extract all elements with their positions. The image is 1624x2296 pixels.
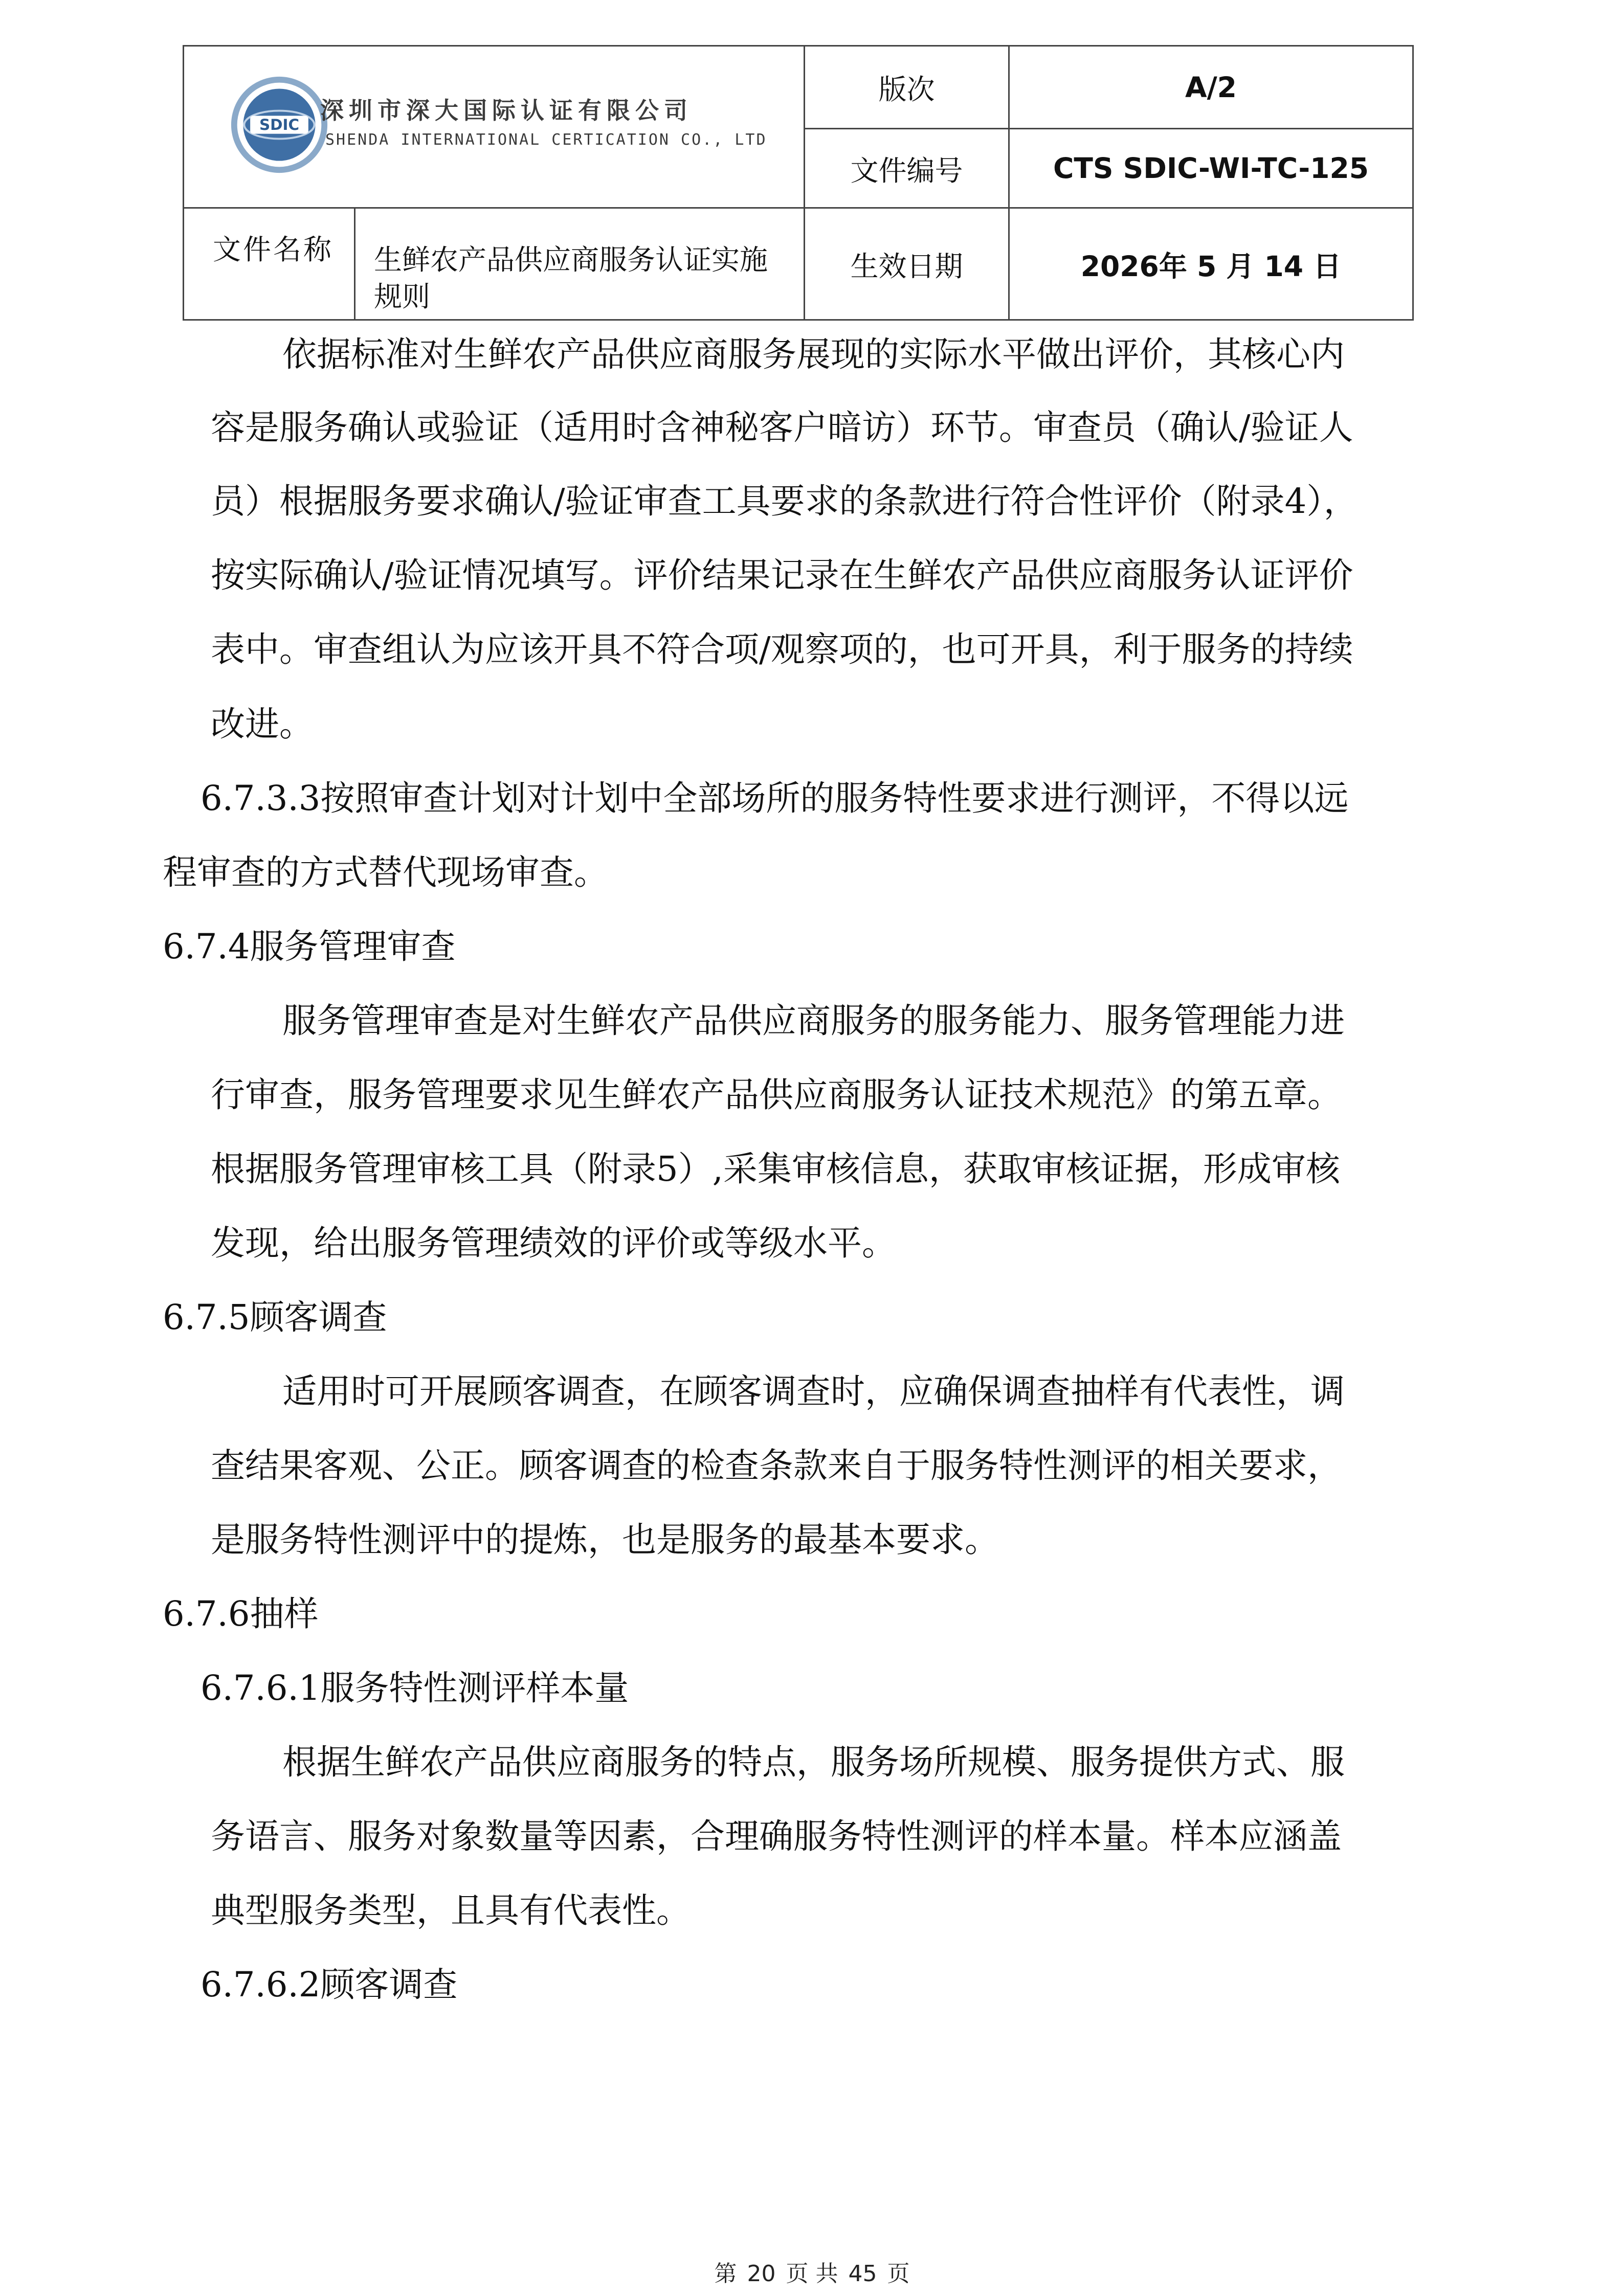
- doc-no-value: CTS SDIC-WI-TC-125: [1009, 129, 1413, 208]
- paragraph-line: 改进。: [211, 704, 314, 744]
- paragraph-line: 查结果客观、公正。顾客调查的检查条款来自于服务特性测评的相关要求，: [211, 1446, 1342, 1485]
- effective-date-label: 生效日期: [805, 208, 1009, 320]
- paragraph-line: 6.7.3.3按照审查计划对计划中全部场所的服务特性要求进行测评，不得以远: [201, 778, 1349, 818]
- version-value: A/2: [1009, 46, 1413, 129]
- file-name-line-2: 规则: [374, 280, 431, 313]
- section-heading: 6.7.4服务管理审查: [163, 927, 456, 966]
- company-logo: [229, 75, 766, 213]
- paragraph-line: 依据标准对生鲜农产品供应商服务展现的实际水平做出评价，其核心内: [282, 334, 1345, 374]
- paragraph-line: 典型服务类型，且具有代表性。: [211, 1890, 691, 1930]
- page-footer: [0, 2255, 1624, 2288]
- paragraph-line: 容是服务确认或验证（适用时含神秘客户暗访）环节。审查员（确认/验证人: [211, 408, 1353, 447]
- paragraph-line: 发现，给出服务管理绩效的评价或等级水平。: [211, 1223, 896, 1263]
- file-name-label: 文件名称: [184, 208, 355, 320]
- page-number: 20: [747, 2261, 776, 2287]
- section-heading: 6.7.6抽样: [163, 1594, 319, 1634]
- paragraph-line: 按实际确认/验证情况填写。评价结果记录在生鲜农产品供应商服务认证评价: [211, 555, 1353, 595]
- effective-date-value: 2026年 5 月 14 日: [1009, 208, 1413, 320]
- subsection-heading: 6.7.6.2顾客调查: [201, 1965, 458, 2005]
- version-label: 版次: [805, 46, 1009, 129]
- paragraph-line: 务语言、服务对象数量等因素，合理确服务特性测评的样本量。样本应涵盖: [211, 1816, 1342, 1856]
- header-table: [183, 45, 1414, 321]
- paragraph-line: 根据生鲜农产品供应商服务的特点，服务场所规模、服务提供方式、服: [282, 1742, 1345, 1782]
- subsection-heading: 6.7.6.1服务特性测评样本量: [201, 1668, 629, 1708]
- total-pages: 45: [848, 2261, 877, 2287]
- section-heading: 6.7.5顾客调查: [163, 1297, 387, 1337]
- doc-no-label: 文件编号: [805, 129, 1009, 208]
- paragraph-line: 是服务特性测评中的提炼，也是服务的最基本要求。: [211, 1520, 999, 1560]
- paragraph-line: 表中。审查组认为应该开具不符合项/观察项的，也可开具，利于服务的持续: [211, 629, 1353, 669]
- paragraph-line: 员）根据服务要求确认/验证审查工具要求的条款进行符合性评价（附录4），: [211, 481, 1358, 521]
- logo-cell: [184, 46, 805, 208]
- file-name-value: [355, 208, 805, 320]
- paragraph-line: 行审查，服务管理要求见生鲜农产品供应商服务认证技术规范》的第五章。: [211, 1075, 1342, 1115]
- company-name-en: SHENDA INTERNATIONAL CERTICATION CO., LTD: [325, 131, 767, 149]
- footer-suffix: 页: [887, 2261, 910, 2287]
- sdic-emblem-icon: [229, 75, 329, 175]
- file-name-line-1: 生鲜农产品供应商服务认证实施: [374, 243, 768, 276]
- footer-mid: 页 共: [786, 2261, 838, 2287]
- paragraph-line: 程审查的方式替代现场审查。: [163, 852, 608, 892]
- company-name-cn: 深圳市深大国际认证有限公司: [320, 97, 693, 124]
- paragraph-line: 服务管理审查是对生鲜农产品供应商服务的服务能力、服务管理能力进: [282, 1001, 1345, 1041]
- paragraph-line: 适用时可开展顾客调查，在顾客调查时，应确保调查抽样有代表性，调: [282, 1371, 1345, 1411]
- emblem-text: SDIC: [259, 116, 300, 133]
- paragraph-line: 根据服务管理审核工具（附录5）,采集审核信息，获取审核证据，形成审核: [211, 1149, 1340, 1189]
- footer-prefix: 第: [714, 2261, 737, 2287]
